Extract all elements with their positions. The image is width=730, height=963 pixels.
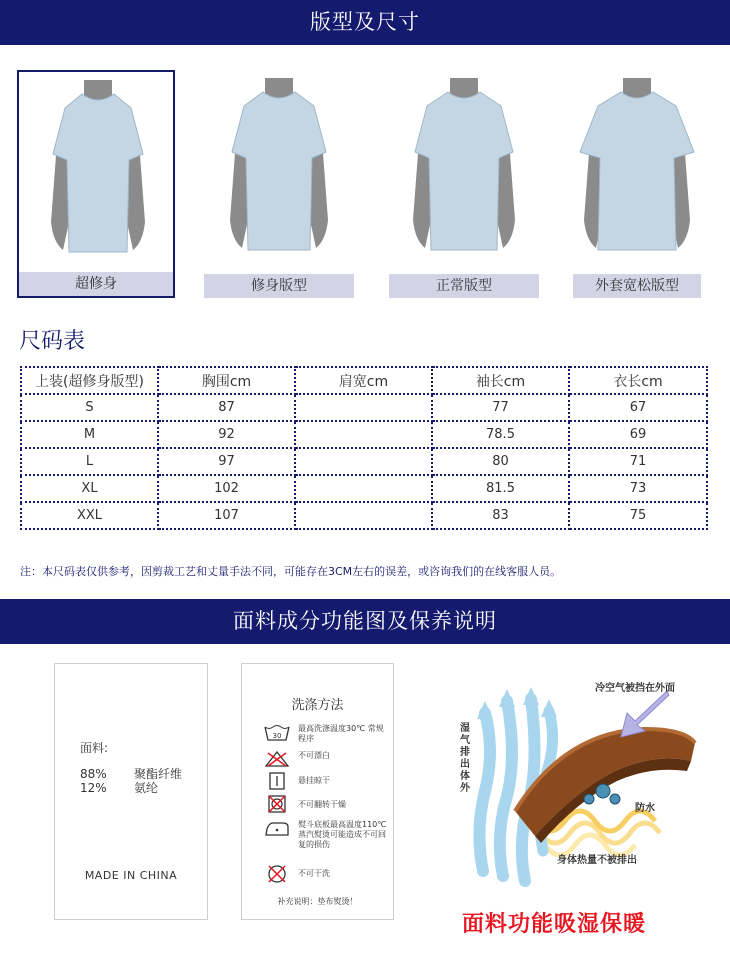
shirt-figure-icon [204, 70, 354, 260]
no-dry-clean-icon [264, 864, 290, 884]
fabric-illustration [455, 671, 701, 907]
table-cell [295, 421, 432, 448]
composition-material: 氨纶 [134, 781, 159, 795]
table-cell: 92 [158, 421, 295, 448]
fit-label: 超修身 [19, 272, 173, 296]
iron-icon [264, 820, 290, 838]
fabric-slogan: 面料功能吸湿保暖 [462, 912, 647, 937]
table-header-cell: 胸围cm [158, 367, 295, 394]
size-table-title: 尺码表 [19, 329, 86, 354]
fit-option[interactable] [204, 70, 354, 298]
table-cell: 67 [569, 394, 707, 421]
care-item-bleach [264, 751, 384, 769]
table-cell: M [21, 421, 158, 448]
table-cell: 71 [569, 448, 707, 475]
composition-pct: 12% [80, 781, 107, 795]
care-item-tumble [264, 795, 384, 815]
composition-pct: 88% [80, 767, 107, 781]
care-title: 洗涤方法 [291, 698, 344, 713]
table-row [21, 421, 707, 448]
table-cell: 83 [432, 502, 569, 529]
table-cell: 97 [158, 448, 295, 475]
care-footer: 补充说明：垫布熨烫！ [277, 897, 358, 906]
table-row [21, 394, 707, 421]
table-cell: 87 [158, 394, 295, 421]
table-cell: 81.5 [432, 475, 569, 502]
fabric-composition-tag [54, 663, 208, 920]
fit-label: 修身版型 [204, 274, 354, 298]
table-cell: 80 [432, 448, 569, 475]
shirt-figure-icon [389, 70, 539, 260]
table-header-cell: 衣长cm [569, 367, 707, 394]
table-header-cell: 上装(超修身版型) [21, 367, 158, 394]
table-cell [295, 448, 432, 475]
care-item-hang [264, 772, 384, 792]
table-cell: 69 [569, 421, 707, 448]
cold-air-label: 冷空气被挡在外面 [595, 683, 675, 694]
care-text: 悬挂晾干 [298, 776, 330, 785]
origin-label: MADE IN CHINA [84, 869, 178, 882]
section-banner-fabric [0, 599, 730, 644]
table-header-row [21, 367, 707, 394]
care-text: 最高洗涤温度30℃ 常规程序 [298, 724, 384, 743]
shirt-figure-icon [573, 70, 701, 260]
care-text: 不可干洗 [298, 869, 330, 878]
care-item-dryclean [264, 864, 384, 884]
composition-material: 聚酯纤维 [134, 767, 183, 781]
table-cell [295, 394, 432, 421]
care-text: 不可漂白 [298, 751, 330, 760]
composition-row [80, 779, 158, 796]
fabric-function-diagram [455, 671, 701, 907]
table-cell: XL [21, 475, 158, 502]
no-bleach-icon [264, 751, 290, 767]
table-cell: 73 [569, 475, 707, 502]
table-header-cell: 肩宽cm [295, 367, 432, 394]
care-item-wash [264, 724, 384, 746]
waterproof-label: 防水 [635, 803, 655, 814]
table-cell: 77 [432, 394, 569, 421]
moisture-label: 湿气排出体外 [460, 723, 470, 794]
table-cell [295, 475, 432, 502]
fit-label: 外套宽松版型 [573, 274, 701, 298]
section-title-fit: 版型及尺寸 [310, 10, 420, 34]
table-cell: 78.5 [432, 421, 569, 448]
table-cell: 102 [158, 475, 295, 502]
table-cell: 107 [158, 502, 295, 529]
shirt-figure-icon [19, 72, 177, 262]
table-cell: XXL [21, 502, 158, 529]
fit-option[interactable] [389, 70, 539, 298]
size-table [20, 366, 708, 530]
care-text: 不可翻转干燥 [298, 800, 346, 809]
no-tumble-dry-icon [264, 795, 290, 813]
size-note: 注：本尺码表仅供参考，因剪裁工艺和丈量手法不同，可能存在3CM左右的误差，或咨询我们的在线客服人员。 [20, 565, 562, 578]
table-row [21, 475, 707, 502]
section-banner-fit [0, 0, 730, 45]
fit-label: 正常版型 [389, 274, 539, 298]
table-cell: L [21, 448, 158, 475]
fit-option[interactable] [17, 70, 175, 298]
wash-temp: 30 [272, 732, 282, 740]
wash-30-icon [264, 724, 290, 742]
table-row [21, 502, 707, 529]
table-cell: S [21, 394, 158, 421]
care-item-iron [264, 820, 387, 860]
fabric-label: 面料: [80, 741, 109, 755]
table-row [21, 448, 707, 475]
fit-option[interactable] [573, 70, 701, 298]
table-cell: 75 [569, 502, 707, 529]
hang-dry-icon [264, 772, 290, 790]
section-title-fabric: 面料成分功能图及保养说明 [233, 609, 497, 633]
table-header-cell: 袖长cm [432, 367, 569, 394]
care-instructions-tag [241, 663, 394, 920]
heat-label: 身体热量不被排出 [557, 855, 637, 866]
care-text: 熨斗底板最高温度110℃蒸汽熨烫可能造成不可回复的损伤 [298, 820, 387, 849]
table-cell [295, 502, 432, 529]
